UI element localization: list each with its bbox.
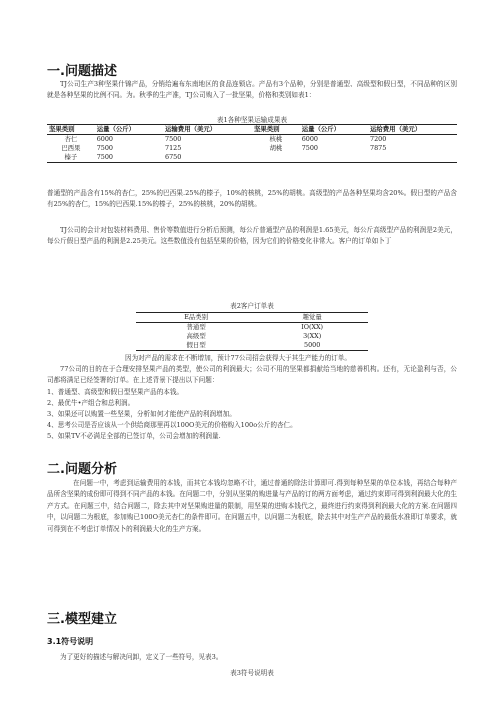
paragraph-objective: 77公司的目的在于合理安排坚果产品的类型，使公司的利润最大；公司不用的坚果都捐献给当地的慈善机构。还有，无论盈利与否，公司都将满足已经签署的订单。在上述背景下提出以下问题： bbox=[47, 365, 457, 385]
table-header-cell: 运量（公斤） bbox=[300, 125, 368, 135]
table-row bbox=[47, 144, 457, 153]
question-4: 4、思考公司是否应该从一个供给商那里再以100O美元的价格购入100o公斤的杏仁。 bbox=[47, 421, 297, 429]
question-5: 5、如果TV不必满足全部的已签订单，公司会增加的利润量. bbox=[47, 432, 221, 440]
table-cell: 7125 bbox=[165, 144, 182, 152]
paragraph-intro: TJ公司生产3种坚果什锦产品，分销给遍布东南地区的食品连锁店。产品有3个品种，分别是普通型、高级型和假日型，不同品种的区别就是各种坚果的比例不同。为。秋季的生产准，TJ公司购入了一批坚果，价格和类别如表1： bbox=[47, 80, 457, 100]
table-cell: 巴西果 bbox=[61, 144, 81, 152]
table-cell: 6000 bbox=[96, 135, 113, 143]
table3-caption: 表3符号说明表 bbox=[230, 669, 274, 677]
table-header-cell: 坚果类别 bbox=[252, 125, 300, 135]
table-cell: 7500 bbox=[95, 153, 163, 163]
section-heading-problem-description: 一.问题描述 bbox=[47, 64, 117, 79]
paragraph-symbols: 为了更好的描述与解决问卸，定义了一些符号，见表3。 bbox=[60, 653, 223, 661]
table-header-cell: 运量（公斤） bbox=[95, 125, 163, 135]
table-row bbox=[136, 341, 368, 351]
table-cell: 7500 bbox=[96, 144, 113, 152]
table1-caption: 表1各种坚果运输成果表 bbox=[216, 116, 288, 124]
subsection-heading-symbols: 3.1符号说明 bbox=[47, 637, 94, 646]
table-header-cell: 趣觉量 bbox=[256, 313, 368, 323]
question-2: 2、最优牛•产组合和总利润。 bbox=[47, 399, 135, 407]
table-cell: 假日型 bbox=[136, 341, 256, 351]
table-row bbox=[47, 135, 457, 145]
table-cell: 5000 bbox=[256, 341, 368, 351]
paragraph-composition: 普通型的产品含有15%的杏仁，25%的巴西果.25%的榛子，10%的核桃，25%的胡桃。高级型的产品各种坚果均含20%。假日型的产品含有25%的杏仁，15%的巴西果.15%的榛子，25%的核桃，20%的胡桃。 bbox=[47, 189, 457, 209]
table-header-cell: 运输费用（美元） bbox=[163, 125, 252, 135]
table-cell: 胡桃 bbox=[269, 144, 283, 152]
table-row bbox=[47, 153, 457, 163]
table-cell bbox=[300, 153, 368, 163]
question-1: 1、普通型、高级型和假日型坚果产品的本钱。 bbox=[47, 388, 184, 396]
table-cell: 杏仁 bbox=[64, 135, 78, 143]
table-cell: 6000 bbox=[301, 135, 318, 143]
paragraph-profit: TJ公司的会计对包装材料费用、售价等数值进行分析后预测，每公斤普通型产品的利润是1.65美元，每公斤高级型产品的利润是2美元，每公斤假日型产品的利润是2.25美元。这些数值没有包括坚果的价格，因为它们的价格变化非常大。客户的订单如卜丁 bbox=[47, 226, 457, 246]
paragraph-analysis: 在问题一中，考虑到运输费用的本钱，而其它本钱均忽略不计，通过普通的除法计算即可.得到每种坚果的单位本钱，再结合每种产品所含坚果的成份即可得到不同产品的本钱。在问题二中，分别从坚果的购进量与产品的订的两方面考虑，通过约束即可得到利润最大化的生产方式。在问题三中，结合问题二，除去其中对坚果购进量的限制，用坚果的进购本钱代之，最终进行约束得到利润最大化的方案.在问题四中，以问题二为根底，参加购已100O美元杏仁的条件即可。在问题五中，以问题二为根底，除去其中对生产产品的最低水准即订单要求，就可得到在不考虑订单情况卜的利润最大化的生产方案。 bbox=[47, 479, 457, 533]
table-cell: 7500 bbox=[301, 144, 318, 152]
nut-shipping-table bbox=[47, 124, 457, 163]
table-cell bbox=[252, 153, 300, 163]
table-cell: 6750 bbox=[163, 153, 252, 163]
table-header-cell: E品类别 bbox=[136, 313, 256, 323]
table-cell: 高级型 bbox=[186, 332, 206, 340]
question-3: 3、如果还可以购置一些坚果，分析如何才能使产品的利润增加。 bbox=[47, 410, 236, 418]
table-cell: 7875 bbox=[370, 144, 387, 152]
table-cell: 榛子 bbox=[47, 153, 95, 163]
table-header-row bbox=[136, 313, 368, 323]
table-cell bbox=[368, 153, 457, 163]
table-header-row bbox=[47, 125, 457, 135]
table-row bbox=[136, 332, 368, 341]
section-heading-model-building: 三.模型建立 bbox=[47, 612, 117, 627]
table-header-cell: 坚果类别 bbox=[47, 125, 95, 135]
table-cell: 7200 bbox=[370, 135, 387, 143]
table-cell: 3(XX) bbox=[303, 332, 322, 340]
table-cell: IO(XX) bbox=[301, 323, 324, 331]
table-cell: 7500 bbox=[165, 135, 182, 143]
table-header-cell: 运给费用（美元） bbox=[368, 125, 457, 135]
paragraph-demand: 因为对产品的需求在不断增加，预计77公司招会获得大于其生产能力的订单。 bbox=[125, 354, 351, 362]
table2-caption: 表2客户订单表 bbox=[230, 302, 274, 310]
table-cell: 核桃 bbox=[269, 135, 283, 143]
table-cell: 普通型 bbox=[186, 323, 206, 331]
customer-order-table bbox=[136, 312, 368, 351]
section-heading-problem-analysis: 二.问题分析 bbox=[47, 462, 117, 477]
table-row bbox=[136, 323, 368, 333]
